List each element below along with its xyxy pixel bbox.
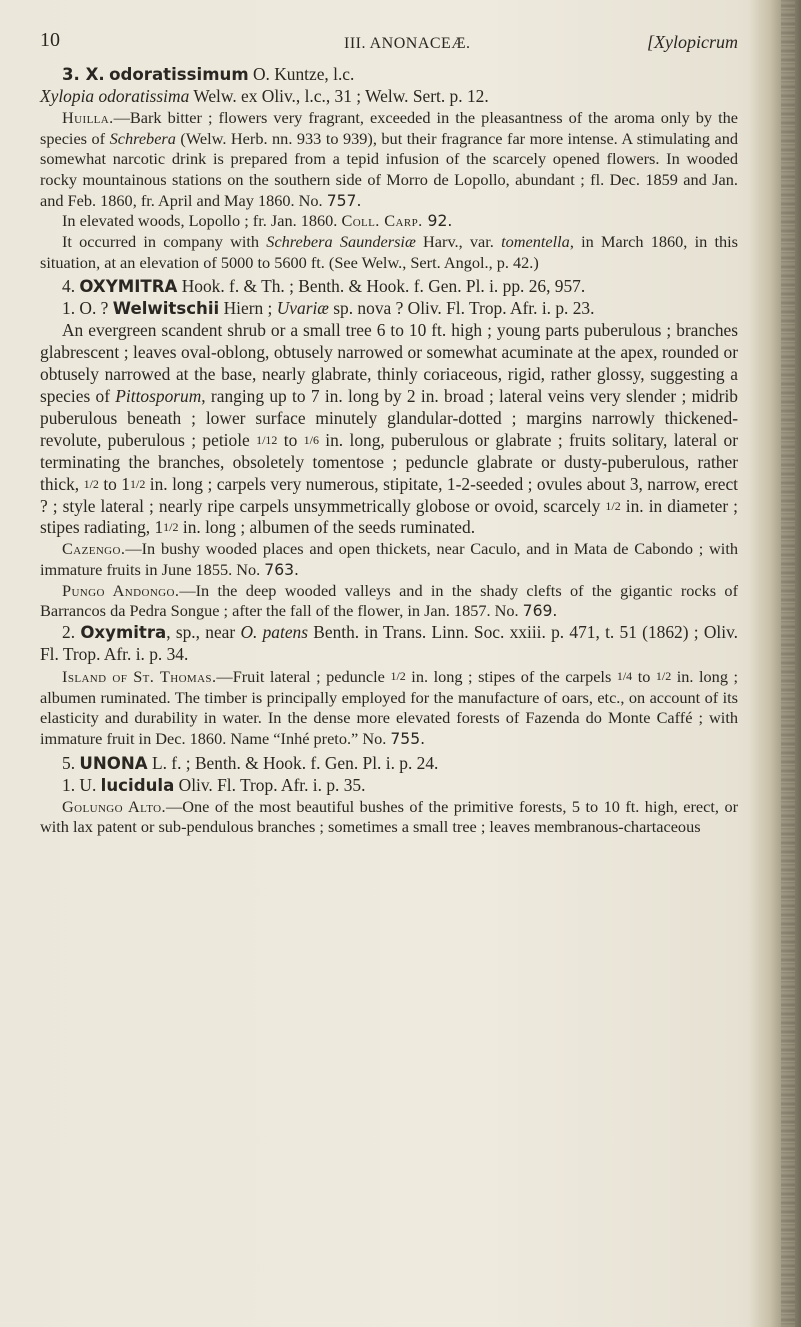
species-heading: 1. O. ? Welwitschii Hiern ; Uvariæ sp. nova ? Oliv. Fl. Trop. Afr. i. p. 23. — [62, 298, 595, 319]
running-genus: [Xylopicrum — [647, 32, 738, 52]
species-description: An evergreen scandent shrub or a small tree 6 to 10 ft. high ; young parts puberulous ; branches glabrescent ; leaves oval-oblong, obtusely narrowed or somewhat acuminate at the apex, rounded or obtusely narrowed at the base, nearly glabrate, thinly coriaceous, rigid, rather glossy, suggesting a species of Pittosporum, ranging up to 7 in. long by 2 in. broad ; lateral veins very slender ; midrib puberulous beneath ; lower surface minutely glandular-dotted ; margins narrowly thickened-revolute, puberulous ; petiole 1/12 to 1/6 in. long, puberulous or glabrate ; fruits solitary, lateral or terminating the branches, obsoletely tomentose ; peduncle glabrate or dusty-puberulous, rather thick, 1/2 to 11/2 in. long ; carpels very numerous, stipitate, 1-2-seeded ; ovules about 3, narrow, erect ? ; style lateral ; nearly ripe carpels unsymmetrically globose or ovoid, scarcely 1/2 in. in diameter ; stipes radiating, 11/2 in. long ; albumen of the seeds ruminated. — [40, 320, 738, 538]
locality-note: Cazengo.—In bushy wooded places and open thickets, near Caculo, and in Mata de Cabondo ; with immature fruits in June 1855. No. 763. — [40, 539, 738, 580]
genus-heading: 5. UNONA L. f. ; Benth. & Hook. f. Gen. Pl. i. p. 24. — [62, 752, 439, 773]
synonym-line: Xylopia odoratissima Welw. ex Oliv., l.c., 31 ; Welw. Sert. p. 12. — [40, 85, 489, 106]
locality-note: It occurred in company with Schrebera Saundersiæ Harv., var. tomentella, in March 1860, in this situation, at an elevation of 5000 to 5600 ft. (See Welw., Sert. Angol., p. 42.) — [40, 232, 738, 272]
locality-note: In elevated woods, Lopollo ; fr. Jan. 1860. Coll. Carp. 92. — [62, 211, 453, 231]
species-heading: 2. Oxymitra, sp., near O. patens Benth. in Trans. Linn. Soc. xxiii. p. 471, t. 51 (1862) ; Oliv. Fl. Trop. Afr. i. p. 34. — [40, 622, 738, 665]
species-heading: 1. U. lucidula Oliv. Fl. Trop. Afr. i. p. 35. — [62, 774, 366, 795]
genus-heading: 4. OXYMITRA Hook. f. & Th. ; Benth. & Hook. f. Gen. Pl. i. pp. 26, 957. — [62, 276, 586, 297]
running-header — [40, 30, 738, 64]
page-number: 10 — [40, 29, 60, 51]
locality-note: Island of St. Thomas.—Fruit lateral ; peduncle 1/2 in. long ; stipes of the carpels 1/4 to 1/2 in. long ; albumen ruminated. The timber is principally employed for the manufacture of oars, etc., on account of its elasticity and durability in water. In the dense more elevated forests of Fazenda do Monte Caffé ; with immature fruit in Dec. 1860. Name “Inhé preto.” No. 755. — [40, 666, 739, 749]
page-text — [40, 30, 738, 838]
species-heading: 3. X. odoratissimum O. Kuntze, l.c. — [62, 64, 355, 84]
page-edge-binding — [781, 0, 795, 1327]
locality-note: Golungo Alto.—One of the most beautiful bushes of the primitive forests, 5 to 10 ft. high, erect, or with lax patent or sub-pendulous branches ; sometimes a small tree ; leaves membranous-chartaceous — [40, 796, 739, 837]
locality-note: Huilla.—Bark bitter ; flowers very fragrant, exceeded in the pleasantness of the aroma only by the species of Schrebera (Welw. Herb. nn. 933 to 939), but their fragrance far more intense. A stimulating and somewhat narcotic drink is prepared from a tepid infusion of the scarcely opened flowers. In wooded rocky mountainous stations on the southern side of Morro de Lopollo, abundant ; fl. Dec. 1859 and Jan. and Feb. 1860, fr. April and May 1860. No. 757. — [40, 107, 738, 210]
locality-note: Pungo Andongo.—In the deep wooded valleys and in the shady clefts of the gigantic rocks of Barrancos da Pedra Songue ; after the fall of the flower, in Jan. 1857. No. 769. — [40, 580, 738, 621]
section-title: III. ANONACEÆ. — [344, 35, 471, 52]
